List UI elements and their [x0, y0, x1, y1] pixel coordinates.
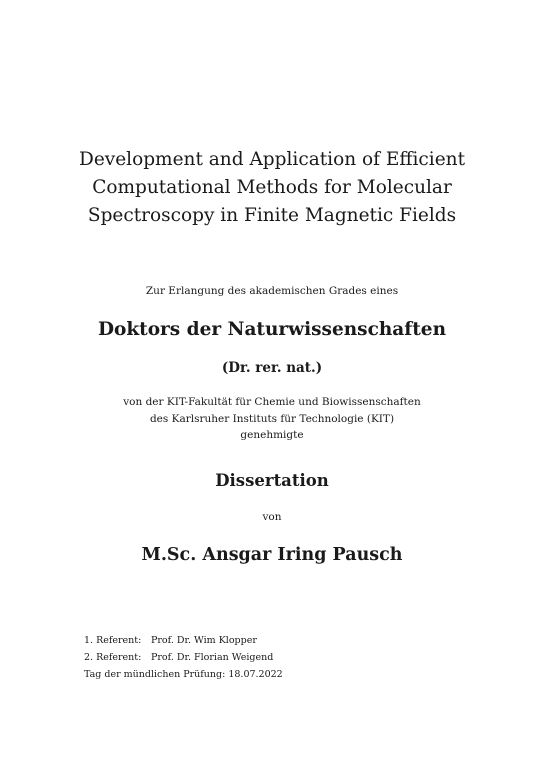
referee-label: 1. Referent: — [84, 635, 142, 646]
thesis-title-line-2: Computational Methods for Molecular — [92, 177, 452, 198]
degree-name: Doktors der Naturwissenschaften — [97, 319, 447, 340]
referee-name: Prof. Dr. Florian Weigend — [151, 652, 274, 663]
faculty-statement — [0, 394, 544, 444]
degree-intro: Zur Erlangung des akademischen Grades eines — [145, 285, 399, 297]
faculty-line-3: genehmigte — [240, 429, 304, 441]
thesis-title — [0, 146, 544, 230]
by-label: von — [262, 511, 282, 523]
faculty-line-1: von der KIT-Fakultät für Chemie und Biowissenschaften — [123, 396, 421, 408]
referees-block — [84, 632, 283, 683]
author-name: M.Sc. Ansgar Iring Pausch — [141, 545, 403, 565]
document-type: Dissertation — [215, 471, 329, 490]
thesis-title-line-3: Spectroscopy in Finite Magnetic Fields — [87, 205, 457, 226]
referee-row-1 — [84, 632, 283, 649]
referee-row-2 — [84, 649, 283, 666]
exam-date: Tag der mündlichen Prüfung: 18.07.2022 — [84, 669, 283, 680]
referee-name: Prof. Dr. Wim Klopper — [151, 635, 257, 646]
degree-abbreviation: (Dr. rer. nat.) — [221, 360, 323, 376]
faculty-line-2: des Karlsruher Instituts für Technologie (KIT) — [149, 412, 395, 425]
thesis-title-line-1: Development and Application of Efficient — [78, 149, 466, 170]
referee-label: 2. Referent: — [84, 652, 142, 663]
